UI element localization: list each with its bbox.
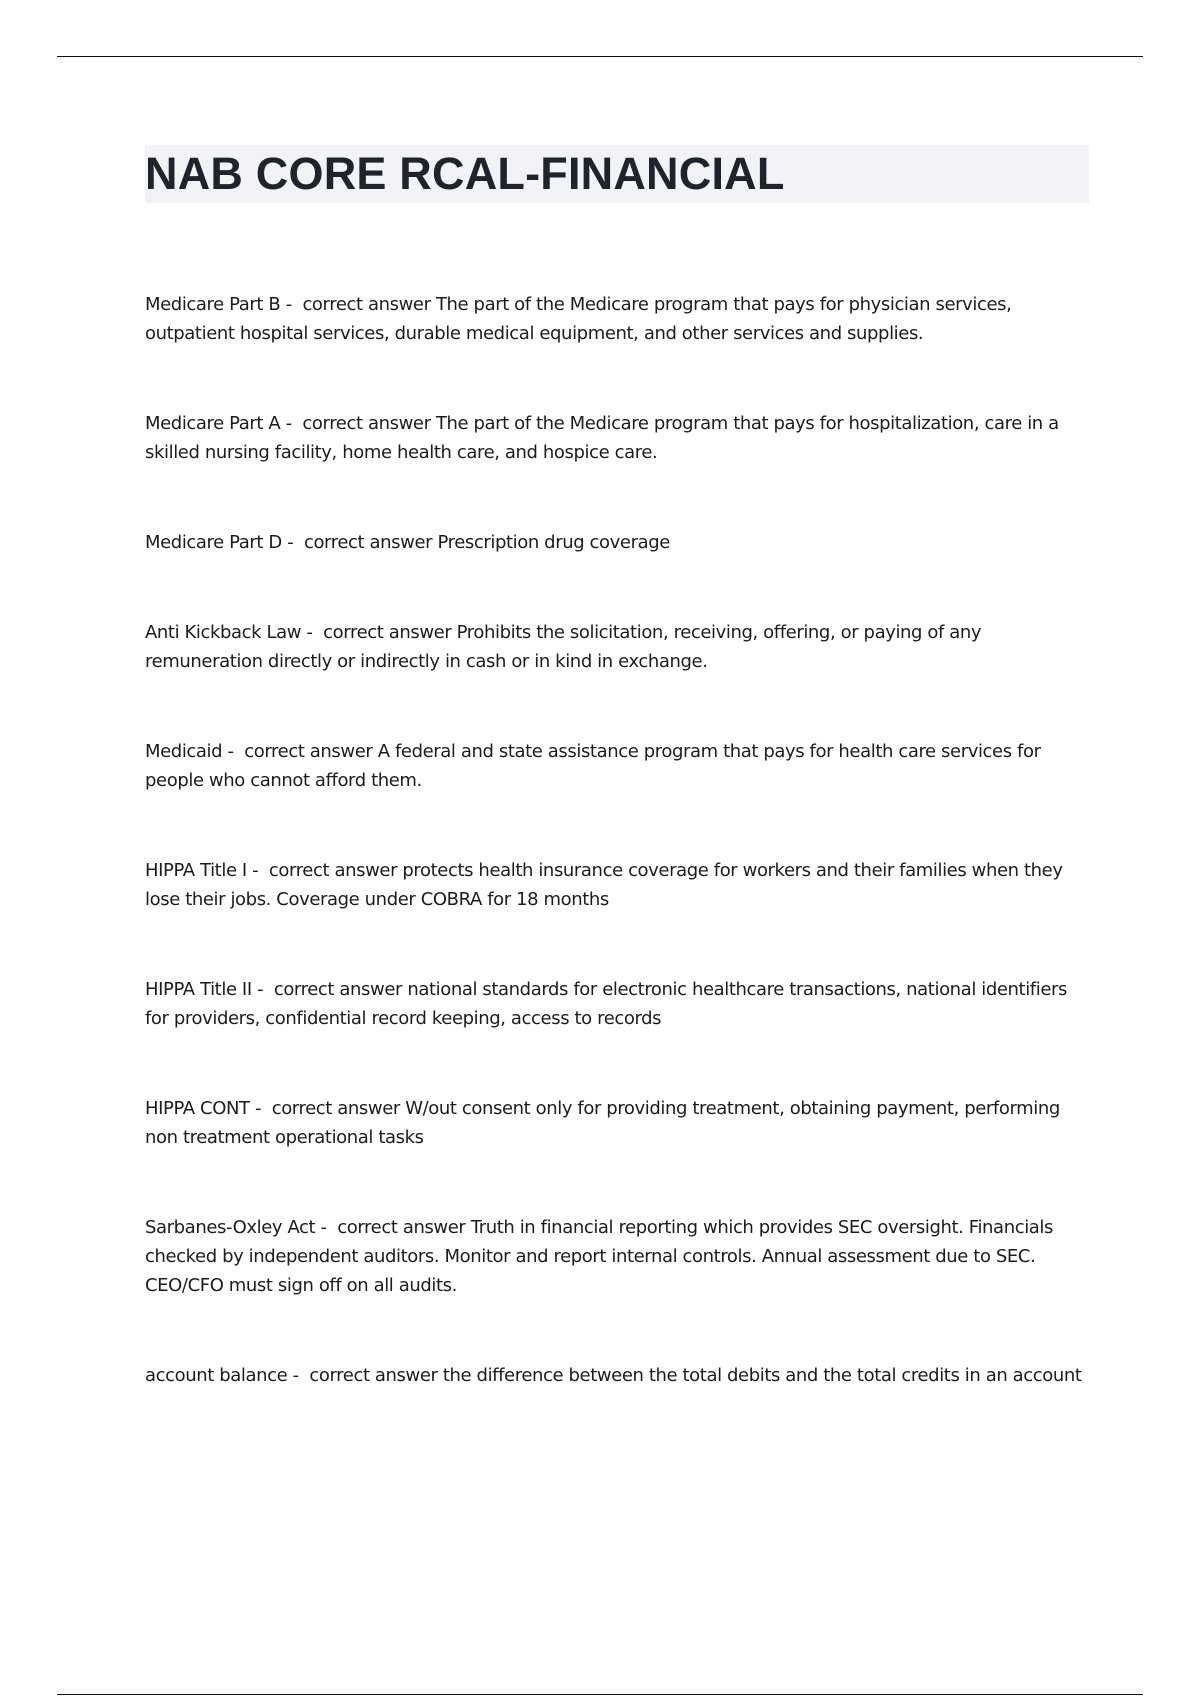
entry-answer: national standards for electronic healthcare transactions, national identifiers for providers, confidential record keeping, access to records [145,979,1067,1029]
entry-term: account balance [145,1365,288,1386]
entry-separator: - [301,622,324,643]
entry-separator: - [246,860,269,881]
list-item [145,1094,1095,1152]
entry-separator: - [280,294,303,315]
entry-label: correct answer [303,532,433,553]
entry-label: correct answer [268,860,398,881]
entry-separator: - [315,1217,338,1238]
page-title: NAB CORE RCAL-FINANCIAL [145,148,785,199]
list-item [145,528,1095,557]
list-item [145,1213,1095,1300]
entry-term: Medicaid [145,741,223,762]
top-divider [57,56,1143,57]
entry-separator: - [251,979,274,1000]
entry-answer: Prescription drug coverage [437,532,670,553]
flashcard-list [145,290,1095,1390]
entry-separator: - [249,1098,272,1119]
entry-separator: - [281,532,304,553]
entry-answer: Truth in financial reporting which provides SEC oversight. Financials checked by independent auditors. Monitor and report internal controls. Annual assessment due to SEC. CEO/CFO must sign off on all audits. [145,1217,1054,1296]
entry-label: correct answer [302,413,431,434]
entry-label: correct answer [273,979,402,1000]
entry-term: Sarbanes-Oxley Act [145,1217,316,1238]
entry-separator: - [287,1365,310,1386]
entry-label: correct answer [309,1365,438,1386]
entry-term: Medicare Part B [145,294,281,315]
entry-answer: The part of the Medicare program that pays for physician services, outpatient hospital services, durable medical equipment, and other services and supplies. [145,294,1012,344]
entry-answer: A federal and state assistance program that pays for health care services for people who cannot afford them. [145,741,1041,791]
bottom-divider [57,1694,1143,1695]
entry-answer: the difference between the total debits and the total credits in an account [442,1365,1082,1386]
list-item [145,737,1095,795]
list-item [145,290,1095,348]
entry-answer: The part of the Medicare program that pays for hospitalization, care in a skilled nursing facility, home health care, and hospice care. [145,413,1059,463]
entry-separator: - [280,413,303,434]
entry-label: correct answer [302,294,431,315]
list-item [145,975,1095,1033]
entry-label: correct answer [244,741,373,762]
list-item [145,618,1095,676]
list-item [145,409,1095,467]
entry-label: correct answer [337,1217,466,1238]
entry-answer: W/out consent only for providing treatment, obtaining payment, performing non treatment operational tasks [145,1098,1060,1148]
entry-term: HIPPA CONT [145,1098,250,1119]
entry-label: correct answer [271,1098,400,1119]
entry-term: Anti Kickback Law [145,622,302,643]
entry-answer: Prohibits the solicitation, receiving, offering, or paying of any remuneration directly or indirectly in cash or in kind in exchange. [145,622,982,672]
entry-term: HIPPA Title II [145,979,252,1000]
entry-answer: protects health insurance coverage for workers and their families when they lose their jobs. Coverage under COBRA for 18 months [145,860,1063,910]
entry-separator: - [222,741,245,762]
list-item [145,856,1095,914]
list-item [145,1361,1095,1390]
entry-term: Medicare Part A [145,413,281,434]
entry-term: Medicare Part D [145,532,282,553]
entry-label: correct answer [323,622,452,643]
entry-term: HIPPA Title I [145,860,247,881]
